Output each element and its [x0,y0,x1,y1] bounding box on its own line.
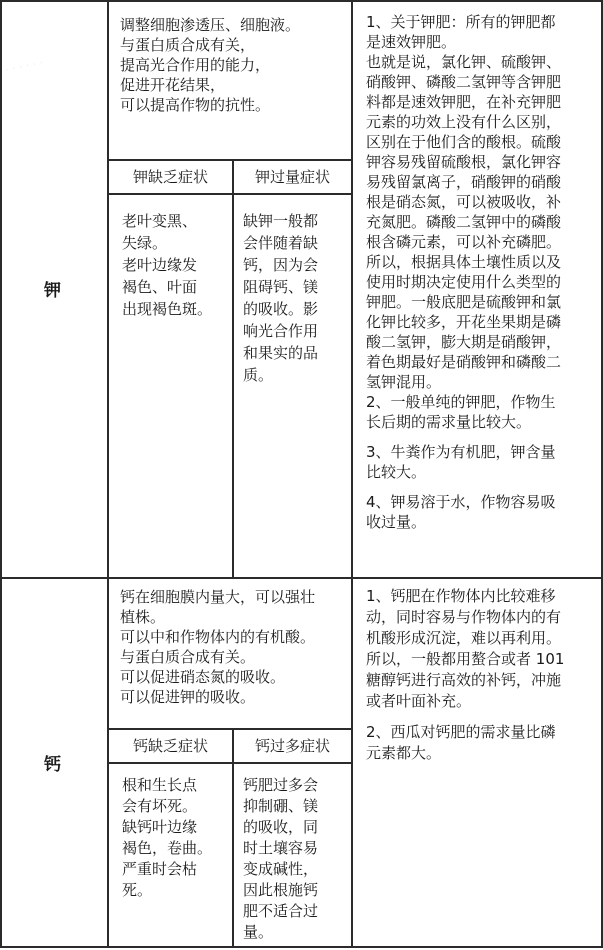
calcium-function-line: 可以促进硝态氮的吸收。 [120,668,286,686]
deficiency-line: 老叶边缘发 [122,256,198,274]
note-line: 充氮肥。磷酸二氢钾中的磷酸 [366,213,562,231]
note-line: 也就是说，氯化钾、硫酸钾、 [366,53,562,71]
note-line: 元素的功效上没有什么区别， [366,113,562,131]
deficiency-line: 严重时会枯 [122,860,198,878]
potassium-functions [120,15,348,115]
potassium-deficiency-header: 钾缺乏症状 [132,168,208,186]
watermark: · · · · · · [4,56,45,77]
excess-line: 变成碱性， [243,860,319,878]
potassium-function-line: 调整细胞渗透压、细胞液。 [120,16,301,34]
calcium-header-line-top [108,728,352,730]
note-line: 所以，根据具体土壤性质以及 [366,253,562,271]
note-line: 根含磷元素，可以补充磷肥。 [366,233,562,251]
calcium-function-line: 可以中和作物体内的有机酸。 [120,628,316,646]
excess-line: 和果实的品 [243,344,319,362]
name-column-divider [107,0,109,948]
notes-column-divider [351,0,353,948]
note-line: 所以，一般都用螯合或者 101 [366,650,565,668]
note-line: 4、钾易溶于水，作物容易吸 [366,493,556,511]
excess-line: 的吸收，同 [243,818,319,836]
excess-line: 量。 [243,923,274,941]
deficiency-line: 根和生长点 [122,776,198,794]
note-line: 是速效钾肥。 [366,33,457,51]
excess-line: 钙，因为会 [243,256,319,274]
note-gap [366,432,598,442]
deficiency-line: 褐色、叶面 [122,278,198,296]
calcium-label: 钙 [44,755,61,775]
potassium-function-line: 提高光合作用的能力， [120,56,271,74]
excess-line: 的吸收。影 [243,300,319,318]
deficiency-line: 死。 [122,881,153,899]
calcium-deficiency-text [122,775,230,901]
calcium-function-line: 可以促进钾的吸收。 [120,688,256,706]
potassium-function-line: 促进开花结果， [120,76,226,94]
calcium-function-line: 钙在细胞膜内量大，可以强壮 [120,588,316,606]
calcium-notes [366,586,598,764]
note-line: 化钾比较多，开花坐果期是磷 [366,313,562,331]
deficiency-line: 失绿。 [122,234,168,252]
excess-line: 响光合作用 [243,322,319,340]
note-line: 比较大。 [366,463,427,481]
excess-line: 会伴随着缺 [243,234,319,252]
note-line: 动，同时容易与作物体内的有 [366,608,562,626]
potassium-deficiency-text [122,210,230,320]
note-line: 1、关于钾肥：所有的钾肥都 [366,13,556,31]
note-line: 使用时期决定使用什么类型的 [366,273,562,291]
calcium-symptom-divider [232,728,234,946]
potassium-label: 钾 [44,281,61,301]
deficiency-line: 会有坏死。 [122,797,198,815]
potassium-notes [366,12,598,532]
potassium-excess-header: 钾过量症状 [254,168,330,186]
potassium-function-line: 与蛋白质合成有关， [120,36,256,54]
note-line: 2、一般单纯的钾肥，作物生 [366,393,556,411]
table-border-left [0,0,2,948]
note-line: 2、西瓜对钙肥的需求量比磷 [366,723,556,741]
note-line: 钾容易残留硫酸根，氯化钾容 [366,153,562,171]
deficiency-line: 老叶变黑、 [122,212,198,230]
table-border-bottom [0,946,603,948]
calcium-header-line-bottom [108,762,352,764]
potassium-function-line: 可以提高作物的抗性。 [120,96,271,114]
note-line: 着色期最好是硝酸钾和磷酸二 [366,353,562,371]
note-line: 3、牛粪作为有机肥，钾含量 [366,443,556,461]
note-line: 酸二氢钾，膨大期是硝酸钾， [366,333,562,351]
note-line: 钾肥。一般底肥是硫酸钾和氯 [366,293,562,311]
calcium-functions [120,587,348,707]
excess-line: 钙肥过多会 [243,776,319,794]
deficiency-line: 缺钙叶边缘 [122,818,198,836]
note-line: 元素都大。 [366,744,442,762]
deficiency-line: 出现褐色斑。 [122,300,213,318]
section-divider [0,577,603,579]
excess-line: 抑制硼、镁 [243,797,319,815]
note-line: 根是硝态氮，可以被吸收，补 [366,193,562,211]
excess-line: 缺钾一般都 [243,212,319,230]
note-line: 易残留氯离子，硝酸钾的硝酸 [366,173,562,191]
calcium-deficiency-header: 钙缺乏症状 [132,737,208,755]
calcium-function-line: 与蛋白质合成有关。 [120,648,256,666]
calcium-function-line: 植株。 [120,608,166,626]
excess-line: 肥不适合过 [243,902,319,920]
excess-line: 时土壤容易 [243,839,319,857]
note-line: 收过量。 [366,513,427,531]
calcium-excess-header: 钙过多症状 [254,737,330,755]
excess-line: 质。 [243,366,274,384]
calcium-excess-text [243,775,349,943]
deficiency-line: 褐色，卷曲。 [122,839,213,857]
note-line: 硝酸钾、磷酸二氢钾等含钾肥 [366,73,562,91]
note-line: 糖醇钙进行高效的补钙，冲施 [366,671,562,689]
potassium-header-line-bottom [108,193,352,195]
note-line: 1、钙肥在作物体内比较难移 [366,587,556,605]
note-gap [366,712,598,722]
potassium-header-line-top [108,159,352,161]
note-line: 氢钾混用。 [366,373,442,391]
potassium-excess-text [243,210,349,386]
excess-line: 因此根施钙 [243,881,319,899]
note-gap [366,482,598,492]
note-line: 料都是速效钾肥，在补充钾肥 [366,93,562,111]
potassium-symptom-divider [232,159,234,577]
note-line: 长后期的需求量比较大。 [366,413,532,431]
excess-line: 阻碍钙、镁 [243,278,319,296]
note-line: 区别在于他们含的酸根。硫酸 [366,133,562,151]
note-line: 机酸形成沉淀，难以再利用。 [366,629,562,647]
note-line: 或者叶面补充。 [366,692,472,710]
table-border-top [0,0,603,2]
